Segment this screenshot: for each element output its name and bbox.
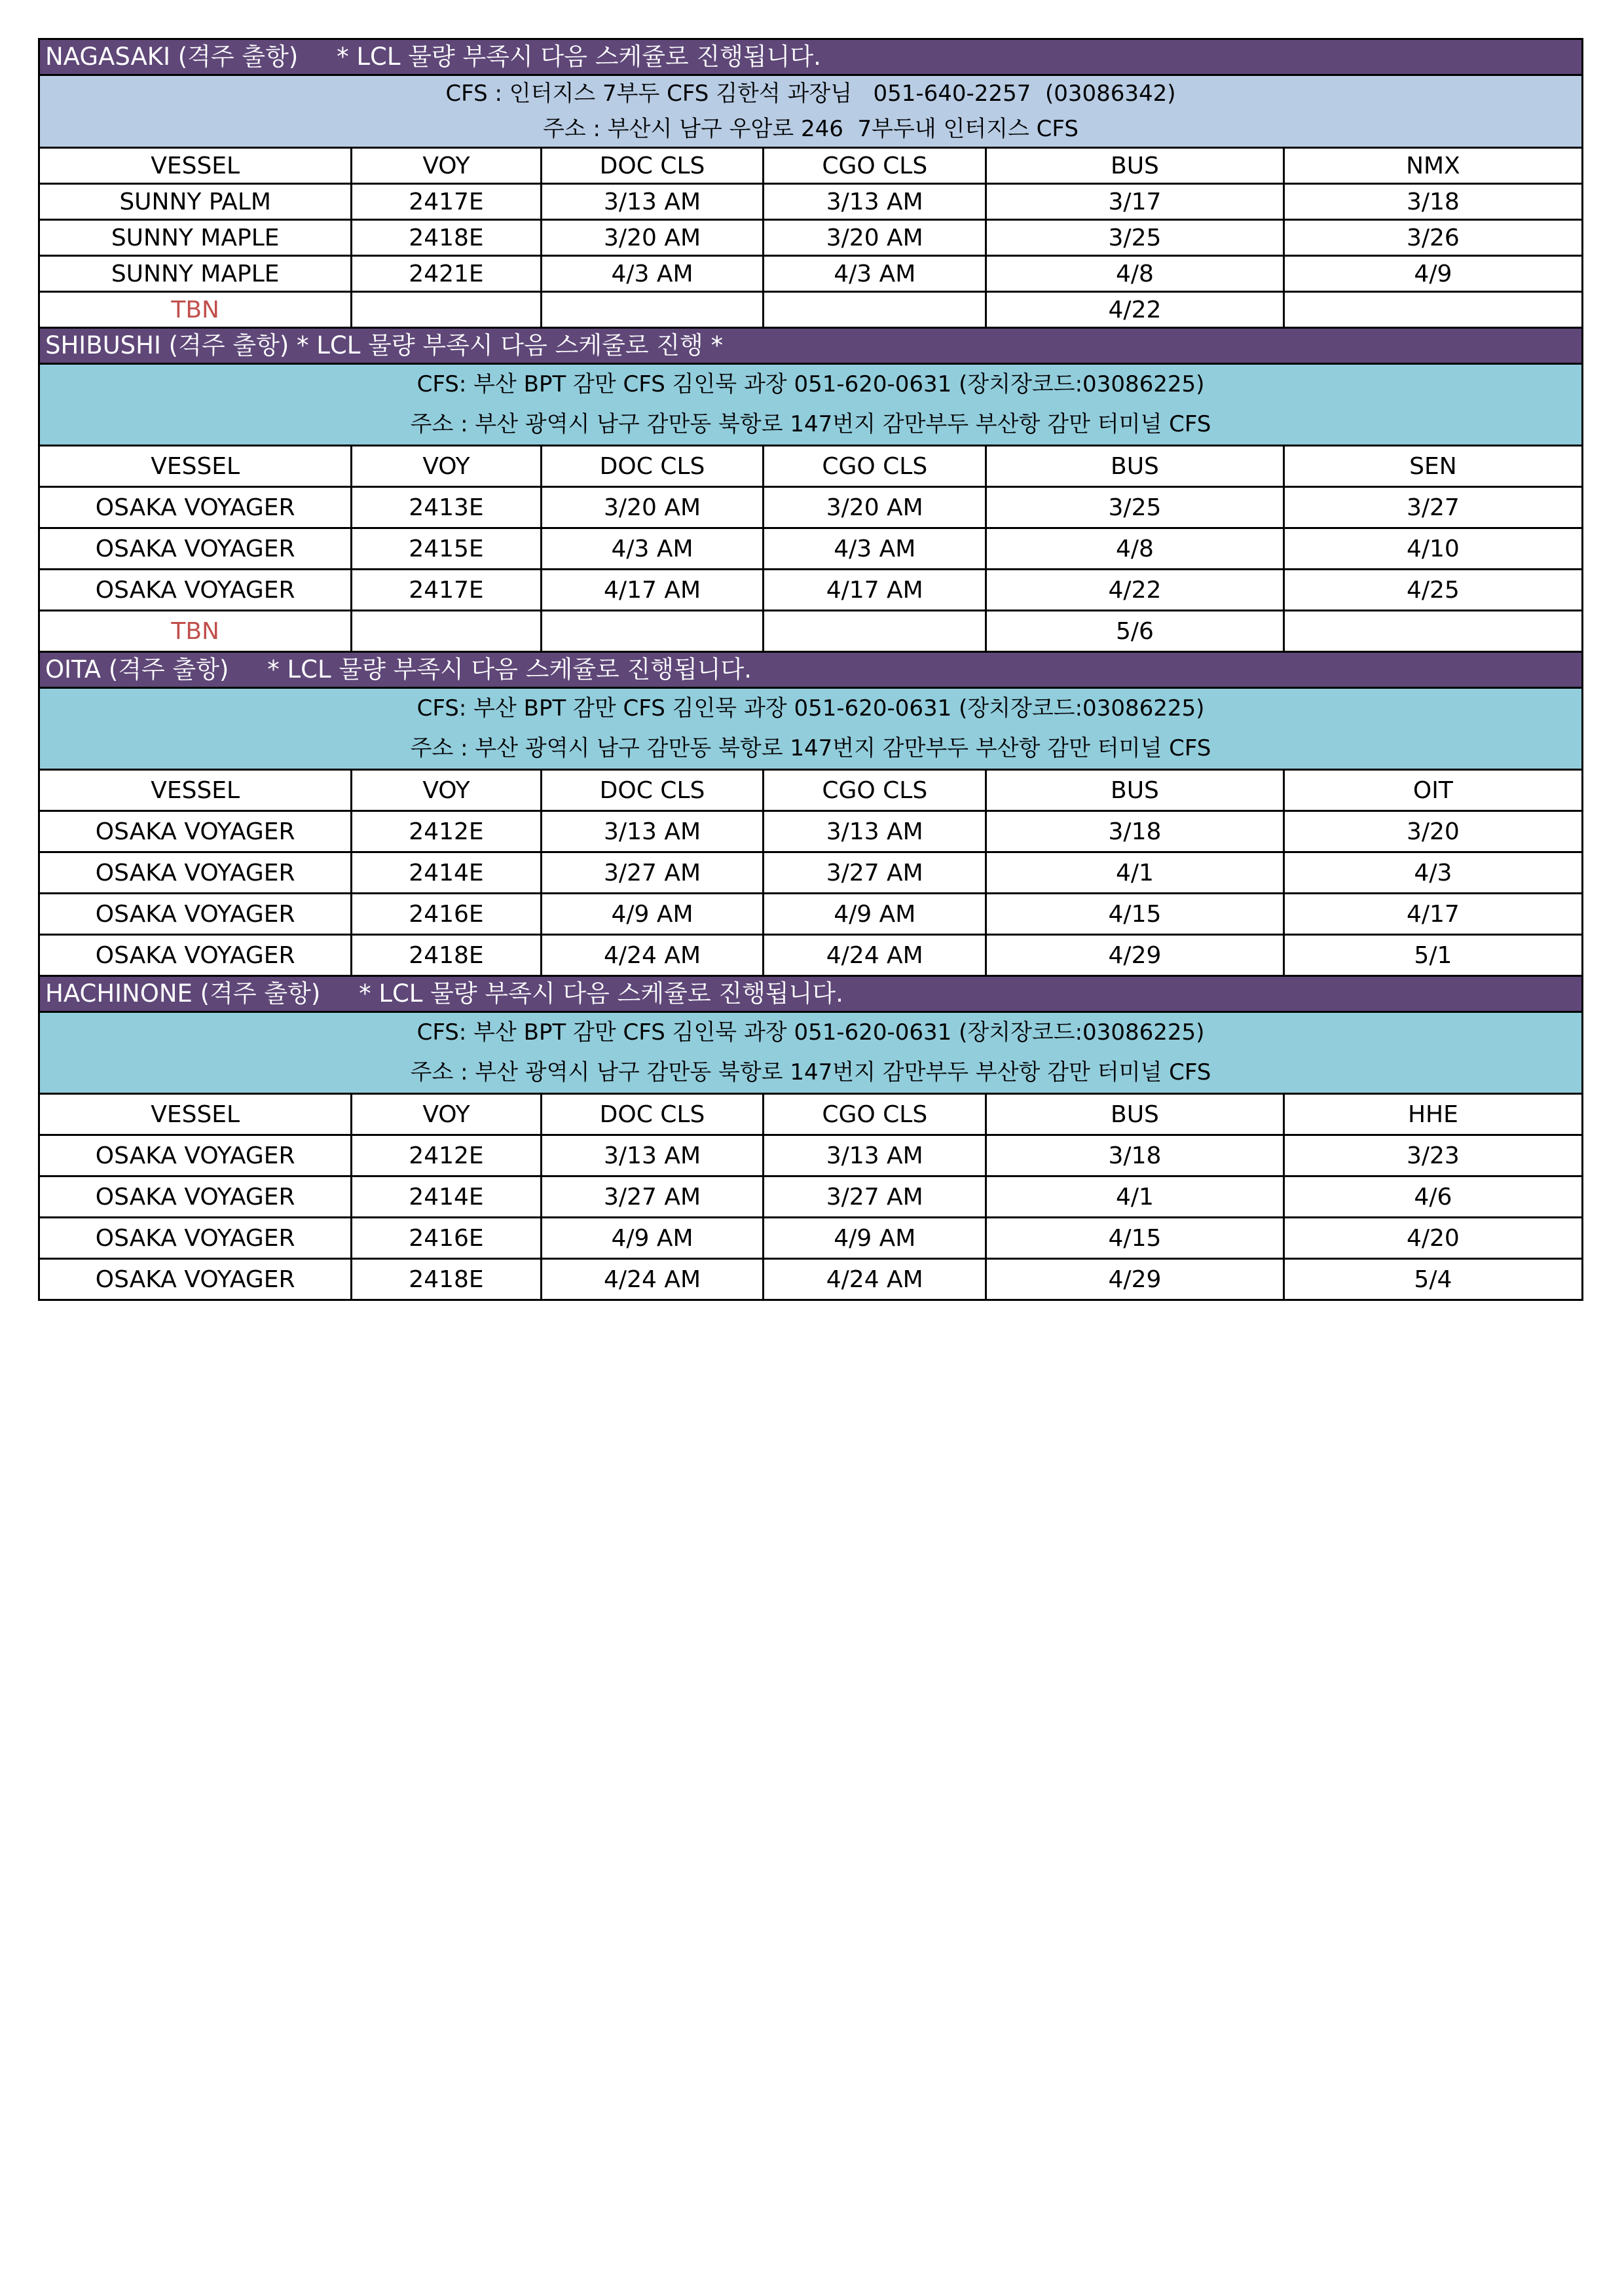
cell-cgo-cls: 4/17 AM (764, 570, 986, 611)
section-title: SHIBUSHI (격주 출항) * LCL 물량 부족시 다음 스케줄로 진행 * (40, 329, 1581, 365)
cell-cgo-cls: 3/27 AM (764, 1176, 986, 1218)
column-header-voy: VOY (352, 770, 541, 811)
cell-doc-cls: 3/20 AM (541, 487, 764, 528)
cell-bus: 4/29 (986, 1259, 1284, 1300)
section-title: HACHINONE (격주 출항) * LCL 물량 부족시 다음 스케쥴로 진행됩니다. (40, 977, 1581, 1013)
schedule-table (40, 445, 1581, 651)
cell-bus: 4/29 (986, 935, 1284, 975)
cell-doc-cls: 4/9 AM (541, 1218, 764, 1259)
cfs-contact-line: CFS: 부산 BPT 감만 CFS 김인묵 과장 051-620-0631 (장치장코드:03086225) (40, 1013, 1581, 1053)
cell-vessel: OSAKA VOYAGER (40, 1259, 352, 1300)
cell-doc-cls: 4/9 AM (541, 894, 764, 935)
cell-doc-cls: 3/27 AM (541, 852, 764, 894)
cell-vessel: OSAKA VOYAGER (40, 570, 352, 611)
cell-bus: 4/15 (986, 1218, 1284, 1259)
column-header-vessel: VESSEL (40, 1094, 352, 1135)
column-header-vessel: VESSEL (40, 770, 352, 811)
table-row (40, 220, 1581, 256)
cell-voy: 2417E (352, 570, 541, 611)
schedule-section-hachinone (38, 977, 1583, 1301)
cell-dest: 4/25 (1283, 570, 1581, 611)
cell-cgo-cls: 4/3 AM (764, 528, 986, 570)
cell-voy: 2414E (352, 852, 541, 894)
cell-bus: 4/22 (986, 570, 1284, 611)
table-header-row (40, 770, 1581, 811)
table-row (40, 1176, 1581, 1218)
cell-bus: 3/17 (986, 184, 1284, 220)
schedule-section-nagasaki (38, 38, 1583, 329)
column-header-cgo-cls: CGO CLS (764, 148, 986, 184)
cell-vessel: OSAKA VOYAGER (40, 528, 352, 570)
cell-dest: 3/18 (1283, 184, 1581, 220)
column-header-bus: BUS (986, 770, 1284, 811)
cell-voy: 2414E (352, 1176, 541, 1218)
cell-voy (352, 611, 541, 651)
cell-cgo-cls (764, 611, 986, 651)
column-header-doc-cls: DOC CLS (541, 1094, 764, 1135)
cell-voy: 2416E (352, 1218, 541, 1259)
cell-voy: 2412E (352, 811, 541, 852)
cell-dest: 5/4 (1283, 1259, 1581, 1300)
cell-cgo-cls: 3/13 AM (764, 1135, 986, 1176)
cell-vessel: SUNNY PALM (40, 184, 352, 220)
column-header-doc-cls: DOC CLS (541, 148, 764, 184)
cell-dest (1283, 292, 1581, 327)
cell-voy: 2421E (352, 256, 541, 292)
table-row (40, 894, 1581, 935)
table-row (40, 528, 1581, 570)
cell-bus: 4/8 (986, 256, 1284, 292)
cell-bus: 5/6 (986, 611, 1284, 651)
column-header-cgo-cls: CGO CLS (764, 446, 986, 487)
cell-doc-cls (541, 292, 764, 327)
cfs-address-line: 주소 : 부산시 남구 우암로 246 7부두내 인터지스 CFS (40, 111, 1581, 147)
column-header-dest: NMX (1283, 148, 1581, 184)
cell-vessel: OSAKA VOYAGER (40, 1176, 352, 1218)
cell-cgo-cls: 4/24 AM (764, 935, 986, 975)
column-header-voy: VOY (352, 1094, 541, 1135)
cell-doc-cls: 4/24 AM (541, 1259, 764, 1300)
cell-dest: 4/17 (1283, 894, 1581, 935)
schedule-table (40, 769, 1581, 975)
cell-voy (352, 292, 541, 327)
column-header-voy: VOY (352, 148, 541, 184)
cell-bus: 3/25 (986, 220, 1284, 256)
column-header-dest: SEN (1283, 446, 1581, 487)
cell-vessel: OSAKA VOYAGER (40, 1135, 352, 1176)
cfs-contact-line: CFS : 인터지스 7부두 CFS 김한석 과장님 051-640-2257 (03086342) (40, 76, 1581, 111)
table-row (40, 611, 1581, 651)
cell-voy: 2412E (352, 1135, 541, 1176)
cell-vessel: OSAKA VOYAGER (40, 487, 352, 528)
table-row (40, 811, 1581, 852)
cell-voy: 2417E (352, 184, 541, 220)
cell-cgo-cls: 3/13 AM (764, 811, 986, 852)
cell-dest: 4/6 (1283, 1176, 1581, 1218)
cell-vessel: OSAKA VOYAGER (40, 935, 352, 975)
cell-cgo-cls: 4/9 AM (764, 894, 986, 935)
column-header-dest: HHE (1283, 1094, 1581, 1135)
cell-dest: 4/10 (1283, 528, 1581, 570)
cell-voy: 2418E (352, 220, 541, 256)
cell-voy: 2418E (352, 935, 541, 975)
cell-doc-cls: 4/3 AM (541, 528, 764, 570)
cell-cgo-cls: 3/20 AM (764, 220, 986, 256)
cell-cgo-cls: 4/24 AM (764, 1259, 986, 1300)
column-header-cgo-cls: CGO CLS (764, 1094, 986, 1135)
column-header-bus: BUS (986, 1094, 1284, 1135)
cell-doc-cls: 3/13 AM (541, 811, 764, 852)
table-row (40, 852, 1581, 894)
table-row (40, 1135, 1581, 1176)
column-header-vessel: VESSEL (40, 148, 352, 184)
schedule-table (40, 1093, 1581, 1299)
cell-bus: 3/18 (986, 811, 1284, 852)
column-header-dest: OIT (1283, 770, 1581, 811)
schedule-section-oita (38, 653, 1583, 977)
table-row (40, 1218, 1581, 1259)
cfs-address-line: 주소 : 부산 광역시 남구 감만동 북항로 147번지 감만부두 부산항 감만 터미널 CFS (40, 729, 1581, 769)
cell-vessel: TBN (40, 611, 352, 651)
cell-vessel: OSAKA VOYAGER (40, 852, 352, 894)
cell-bus: 4/1 (986, 852, 1284, 894)
schedule-sheet (38, 38, 1583, 1301)
cell-bus: 4/8 (986, 528, 1284, 570)
column-header-bus: BUS (986, 148, 1284, 184)
cell-cgo-cls (764, 292, 986, 327)
cell-doc-cls: 3/13 AM (541, 1135, 764, 1176)
cell-dest: 3/26 (1283, 220, 1581, 256)
cell-voy: 2418E (352, 1259, 541, 1300)
cell-bus: 4/15 (986, 894, 1284, 935)
section-title: OITA (격주 출항) * LCL 물량 부족시 다음 스케쥴로 진행됩니다. (40, 653, 1581, 689)
table-row (40, 184, 1581, 220)
cell-doc-cls (541, 611, 764, 651)
table-row (40, 935, 1581, 975)
table-row (40, 256, 1581, 292)
column-header-voy: VOY (352, 446, 541, 487)
cell-dest: 3/27 (1283, 487, 1581, 528)
cell-doc-cls: 3/13 AM (541, 184, 764, 220)
cell-voy: 2416E (352, 894, 541, 935)
cell-dest: 3/23 (1283, 1135, 1581, 1176)
cell-doc-cls: 4/24 AM (541, 935, 764, 975)
cell-vessel: SUNNY MAPLE (40, 220, 352, 256)
cell-cgo-cls: 4/9 AM (764, 1218, 986, 1259)
cell-cgo-cls: 3/13 AM (764, 184, 986, 220)
column-header-bus: BUS (986, 446, 1284, 487)
cfs-contact-line: CFS: 부산 BPT 감만 CFS 김인묵 과장 051-620-0631 (장치장코드:03086225) (40, 365, 1581, 405)
table-row (40, 487, 1581, 528)
table-header-row (40, 148, 1581, 184)
cell-vessel: SUNNY MAPLE (40, 256, 352, 292)
cell-dest: 4/3 (1283, 852, 1581, 894)
cell-doc-cls: 3/27 AM (541, 1176, 764, 1218)
cfs-contact-line: CFS: 부산 BPT 감만 CFS 김인묵 과장 051-620-0631 (장치장코드:03086225) (40, 689, 1581, 729)
cell-cgo-cls: 3/20 AM (764, 487, 986, 528)
cell-dest: 5/1 (1283, 935, 1581, 975)
table-header-row (40, 1094, 1581, 1135)
cell-dest: 3/20 (1283, 811, 1581, 852)
column-header-doc-cls: DOC CLS (541, 770, 764, 811)
cell-bus: 4/22 (986, 292, 1284, 327)
column-header-cgo-cls: CGO CLS (764, 770, 986, 811)
column-header-doc-cls: DOC CLS (541, 446, 764, 487)
table-header-row (40, 446, 1581, 487)
table-row (40, 570, 1581, 611)
cfs-address-line: 주소 : 부산 광역시 남구 감만동 북항로 147번지 감만부두 부산항 감만 터미널 CFS (40, 405, 1581, 445)
schedule-table (40, 147, 1581, 327)
cell-bus: 3/25 (986, 487, 1284, 528)
cell-dest: 4/9 (1283, 256, 1581, 292)
cell-cgo-cls: 4/3 AM (764, 256, 986, 292)
cell-vessel: OSAKA VOYAGER (40, 894, 352, 935)
cell-vessel: OSAKA VOYAGER (40, 811, 352, 852)
cell-doc-cls: 4/17 AM (541, 570, 764, 611)
cell-bus: 4/1 (986, 1176, 1284, 1218)
cell-doc-cls: 3/20 AM (541, 220, 764, 256)
cell-voy: 2415E (352, 528, 541, 570)
cell-voy: 2413E (352, 487, 541, 528)
schedule-section-shibushi (38, 329, 1583, 653)
cell-dest (1283, 611, 1581, 651)
cell-vessel: TBN (40, 292, 352, 327)
cell-doc-cls: 4/3 AM (541, 256, 764, 292)
section-title: NAGASAKI (격주 출항) * LCL 물량 부족시 다음 스케쥴로 진행됩니다. (40, 40, 1581, 76)
column-header-vessel: VESSEL (40, 446, 352, 487)
cell-vessel: OSAKA VOYAGER (40, 1218, 352, 1259)
cell-bus: 3/18 (986, 1135, 1284, 1176)
table-row (40, 1259, 1581, 1300)
cell-cgo-cls: 3/27 AM (764, 852, 986, 894)
cfs-address-line: 주소 : 부산 광역시 남구 감만동 북항로 147번지 감만부두 부산항 감만 터미널 CFS (40, 1053, 1581, 1093)
cell-dest: 4/20 (1283, 1218, 1581, 1259)
table-row (40, 292, 1581, 327)
